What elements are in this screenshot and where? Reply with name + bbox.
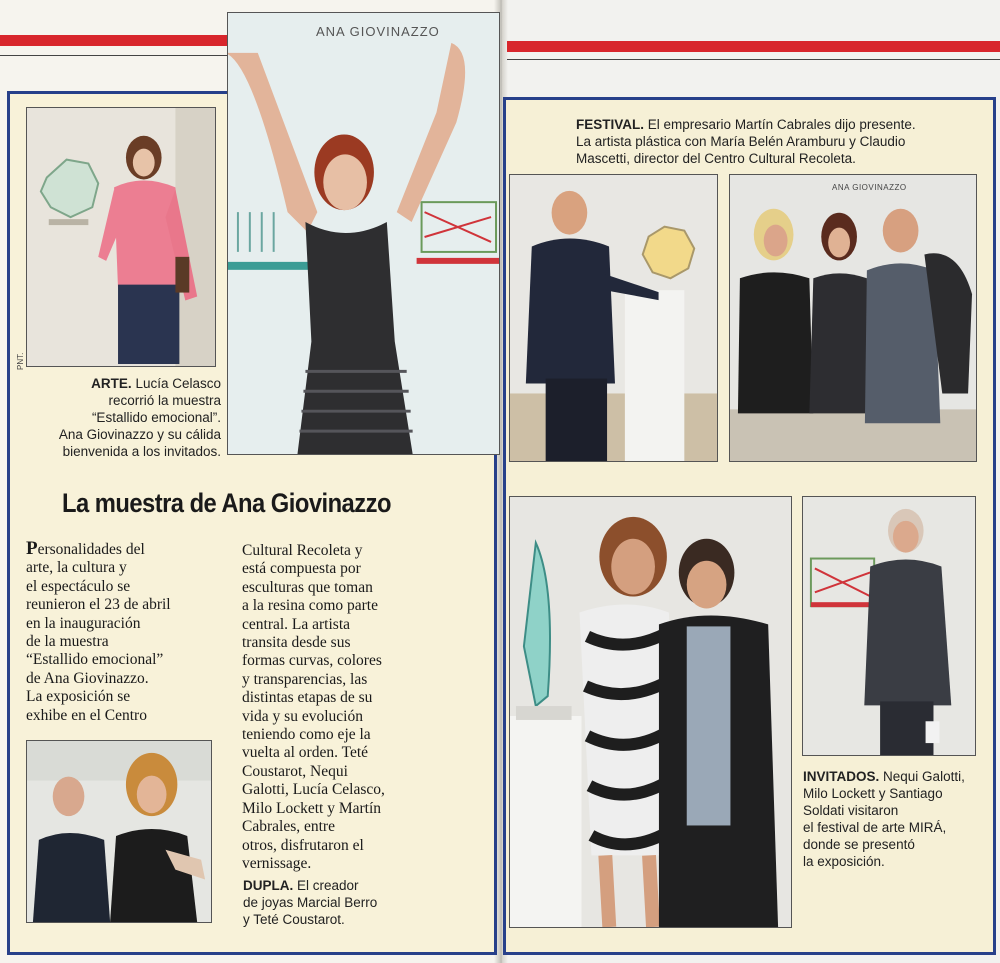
body-line: en la inauguración (26, 614, 141, 632)
caption-dupla-line: El creador (297, 878, 359, 893)
caption-invitados-line: Soldati visitaron (803, 803, 899, 818)
caption-invitados-line: la exposición. (803, 854, 885, 869)
body-column-1 (26, 540, 226, 725)
caption-arte-label: ARTE. (91, 376, 132, 391)
caption-invitados-line: Nequi Galotti, (883, 769, 965, 784)
body-column-2 (242, 542, 482, 873)
caption-festival-line: La artista plástica con María Belén Aramburu y Claudio (576, 134, 906, 149)
caption-festival-line: Mascetti, director del Centro Cultural Recoleta. (576, 151, 856, 166)
body-line: vida y su evolución (242, 707, 363, 725)
body-line: central. La artista (242, 615, 351, 633)
photo-lucia-celasco (26, 107, 216, 367)
caption-dupla-line: de joyas Marcial Berro (243, 895, 378, 910)
body-line: Coustarot, Nequi (242, 762, 348, 780)
caption-festival (576, 116, 976, 167)
body-line: Cultural Recoleta y (242, 542, 363, 559)
body-line: ersonalidades del (37, 541, 145, 558)
caption-invitados-line: Milo Lockett y Santiago (803, 786, 943, 801)
caption-arte-line: Ana Giovinazzo y su cálida (58, 427, 221, 442)
caption-dupla (243, 877, 463, 928)
body-line: y transparencias, las (242, 670, 368, 688)
body-line: Cabrales, entre (242, 818, 335, 836)
article-headline: La muestra de Ana Giovinazzo (62, 488, 391, 518)
top-rule-right (507, 59, 1000, 60)
top-rule-left (0, 55, 228, 56)
caption-festival-label: FESTIVAL. (576, 117, 645, 132)
body-line: esculturas que toman (242, 578, 373, 596)
caption-invitados-label: INVITADOS. (803, 769, 880, 784)
body-line: formas curvas, colores (242, 652, 382, 670)
body-line: reunieron el 23 de abril (26, 596, 171, 614)
caption-arte-line: “Estallido emocional”. (91, 410, 221, 425)
body-line: el espectáculo se (26, 577, 131, 595)
photo-ana-giovinazzo (227, 12, 500, 455)
caption-dupla-label: DUPLA. (243, 878, 294, 893)
photo-milo-lockett-group (509, 496, 792, 928)
caption-invitados-line: el festival de arte MIRÁ, (803, 820, 947, 835)
caption-invitados-line: donde se presentó (803, 837, 915, 852)
body-line: a la resina como parte (242, 597, 378, 615)
body-line: vernissage. (242, 854, 312, 872)
photo-martin-cabrales (509, 174, 718, 462)
body-line: “Estallido emocional” (26, 651, 164, 669)
caption-arte (41, 375, 221, 460)
body-line: arte, la cultura y (26, 559, 127, 577)
body-line: transita desde sus (242, 634, 351, 652)
caption-arte-line: Lucía Celasco (135, 376, 221, 391)
body-line: Galotti, Lucía Celasco, (242, 781, 385, 799)
photo-dupla (26, 740, 212, 923)
dropcap: P (26, 538, 38, 559)
body-line: La exposición se (26, 688, 131, 706)
body-line: vuelta al orden. Teté (242, 744, 369, 762)
caption-invitados (803, 768, 983, 870)
body-line: de Ana Giovinazzo. (26, 669, 149, 687)
body-line: está compuesta por (242, 560, 361, 578)
photo-watermark: ANA GIOVINAZZO (832, 183, 907, 192)
caption-festival-line: El empresario Martín Cabrales dijo presente. (647, 117, 916, 132)
caption-arte-line: recorrió la muestra (108, 393, 221, 408)
caption-dupla-line: y Teté Coustarot. (243, 912, 345, 927)
body-line: otros, disfrutaron el (242, 836, 364, 854)
body-line: teniendo como eje la (242, 726, 371, 744)
body-line: distintas etapas de su (242, 689, 373, 707)
photo-santiago-soldati (802, 496, 976, 756)
top-red-bar-right (507, 41, 1000, 52)
body-line: de la muestra (26, 633, 109, 651)
photo-credit: PNT. (16, 352, 25, 370)
photo-watermark: ANA GIOVINAZZO (316, 24, 440, 39)
photo-festival-group (729, 174, 977, 462)
body-line: Milo Lockett y Martín (242, 799, 382, 817)
top-red-bar-left (0, 35, 228, 46)
body-line: exhibe en el Centro (26, 706, 147, 724)
caption-arte-line: bienvenida a los invitados. (62, 444, 221, 459)
